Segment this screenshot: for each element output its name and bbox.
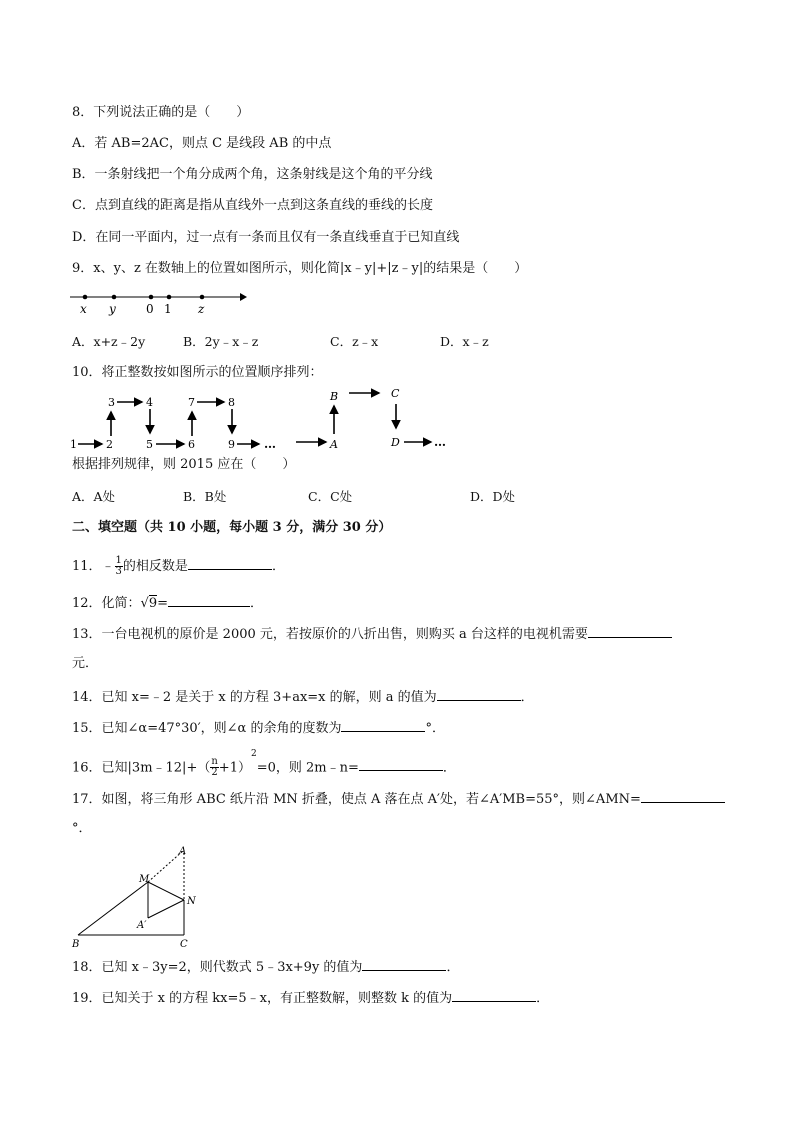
q10-stem: 10．将正整数按如图所示的位置顺序排列： bbox=[72, 365, 323, 380]
q16-exponent: 2 bbox=[250, 749, 257, 759]
ellipsis-1: … bbox=[264, 437, 276, 451]
q10-option-c: C．C处 bbox=[308, 489, 353, 504]
q11-numerator: 1 bbox=[115, 555, 122, 566]
q11-prefix: 11．﹣ bbox=[72, 559, 115, 574]
q8-option-c: C．点到直线的距离是指从直线外一点到这条直线的垂线的长度 bbox=[72, 198, 433, 213]
q13-text: 13．一台电视机的原价是 2000 元，若按原价的八折出售，则购买 a 台这样的电视机需要 bbox=[72, 627, 588, 642]
num-4: 4 bbox=[146, 396, 153, 409]
axis-label-z: z bbox=[198, 302, 205, 316]
q11-denominator: 3 bbox=[115, 566, 122, 577]
q13-answer-blank bbox=[588, 625, 672, 638]
num-1: 1 bbox=[70, 438, 77, 451]
q9-stem: 9．x、y、z 在数轴上的位置如图所示，则化简|x﹣y|+|z﹣y|的结果是（ ） bbox=[72, 261, 528, 276]
label-a: A bbox=[179, 846, 187, 857]
q18-text: 18．已知 x﹣3y=2，则代数式 5﹣3x+9y 的值为 bbox=[72, 960, 363, 975]
q10-question: 根据排列规律，则 2015 应在（ ） bbox=[72, 457, 296, 472]
q11-answer-blank bbox=[188, 557, 272, 570]
q12-prefix: 12．化简： bbox=[72, 596, 141, 611]
q8-option-b: B．一条射线把一个角分成两个角，这条射线是这个角的平分线 bbox=[72, 167, 433, 182]
q10-option-a: A．A处 bbox=[72, 489, 116, 504]
q9-option-d: D．x﹣z bbox=[440, 334, 489, 349]
q16-fraction bbox=[210, 757, 218, 778]
q10-option-d: D．D处 bbox=[470, 489, 516, 504]
q17-line1 bbox=[72, 790, 725, 808]
q16-prefix: 16．已知|3m﹣12|+（ bbox=[72, 760, 211, 776]
q19-period: ． bbox=[536, 991, 550, 1006]
label-n: N bbox=[187, 896, 196, 907]
q17-triangle-figure bbox=[64, 840, 214, 952]
q14-period: ． bbox=[520, 690, 534, 705]
q11-period: ． bbox=[271, 559, 285, 574]
label-a-prime: A′ bbox=[137, 920, 147, 931]
q19-text: 19．已知关于 x 的方程 kx=5﹣x，有正整数解，则整数 k 的值为 bbox=[72, 991, 453, 1006]
axis-label-x: x bbox=[80, 302, 87, 316]
q10-option-b: B．B处 bbox=[183, 489, 227, 504]
q14-text: 14．已知 x=﹣2 是关于 x 的方程 3+ax=x 的解，则 a 的值为 bbox=[72, 690, 437, 705]
q16-suffix: =0，则 2m﹣n= bbox=[256, 760, 359, 776]
q11 bbox=[72, 556, 285, 577]
q19 bbox=[72, 989, 549, 1007]
q11-fraction bbox=[115, 556, 123, 577]
q16-period: ． bbox=[442, 760, 456, 776]
q17-answer-blank bbox=[641, 790, 725, 803]
q14-answer-blank bbox=[437, 688, 521, 701]
axis-label-1: 1 bbox=[164, 302, 172, 316]
q16-numerator: n bbox=[211, 756, 218, 768]
q16 bbox=[72, 749, 456, 779]
num-3: 3 bbox=[108, 396, 115, 409]
q12 bbox=[72, 594, 263, 612]
section-title: 二、填空题（共 10 小题，每小题 3 分，满分 30 分） bbox=[72, 520, 392, 535]
q13-line1 bbox=[72, 625, 672, 643]
q16-denominator: 2 bbox=[211, 767, 218, 779]
q12-answer-blank bbox=[168, 594, 250, 607]
q11-suffix: 的相反数是 bbox=[122, 559, 188, 574]
q18-period: ． bbox=[446, 960, 460, 975]
label-b: B bbox=[72, 939, 80, 950]
q8-option-a: A．若 AB=2AC，则点 C 是线段 AB 的中点 bbox=[72, 136, 332, 151]
q15-answer-blank bbox=[341, 719, 425, 732]
sqrt-symbol: √ bbox=[140, 596, 149, 611]
q19-answer-blank bbox=[452, 989, 536, 1002]
q15-text: 15．已知∠α=47°30′，则∠α 的余角的度数为 bbox=[72, 721, 342, 736]
ellipsis-2: … bbox=[434, 435, 446, 449]
q9-option-b: B．2y﹣x﹣z bbox=[183, 334, 259, 349]
num-5: 5 bbox=[146, 438, 153, 451]
letter-b: B bbox=[330, 390, 339, 403]
letter-d: D bbox=[391, 436, 400, 449]
q16-answer-blank bbox=[359, 758, 443, 771]
q9-option-a: A．x+z﹣2y bbox=[72, 334, 146, 349]
q16-plus: +1） bbox=[218, 760, 251, 776]
q18-answer-blank bbox=[362, 958, 446, 971]
num-7: 7 bbox=[188, 396, 195, 409]
num-2: 2 bbox=[106, 438, 113, 451]
q8-stem: 8．下列说法正确的是（ ） bbox=[72, 105, 250, 120]
q9-option-c: C．z﹣x bbox=[330, 334, 379, 349]
q12-period: ． bbox=[250, 596, 264, 611]
axis-label-0: 0 bbox=[146, 302, 154, 316]
num-6: 6 bbox=[188, 438, 195, 451]
q12-radicand: 9 bbox=[148, 596, 158, 611]
q8-option-d: D．在同一平面内，过一点有一条而且仅有一条直线垂直于已知直线 bbox=[72, 230, 460, 245]
letter-c: C bbox=[391, 387, 400, 400]
label-c: C bbox=[180, 939, 188, 950]
q15-unit: °． bbox=[425, 721, 445, 736]
letter-a: A bbox=[330, 438, 338, 451]
q17-text: 17．如图，将三角形 ABC 纸片沿 MN 折叠，使点 A 落在点 A′处，若∠A′MB=55°，则∠AMN= bbox=[72, 792, 641, 807]
q18 bbox=[72, 958, 459, 976]
q15 bbox=[72, 719, 445, 737]
axis-label-y: y bbox=[109, 302, 116, 316]
q17-line2: °． bbox=[72, 821, 92, 836]
q14 bbox=[72, 688, 534, 706]
label-m: M bbox=[139, 874, 150, 885]
num-8: 8 bbox=[228, 396, 235, 409]
q13-line2: 元． bbox=[72, 656, 99, 671]
num-9: 9 bbox=[228, 438, 235, 451]
q12-equals: = bbox=[157, 596, 169, 611]
q10-sequence-figure bbox=[66, 382, 466, 454]
q9-number-line-figure bbox=[68, 286, 248, 318]
